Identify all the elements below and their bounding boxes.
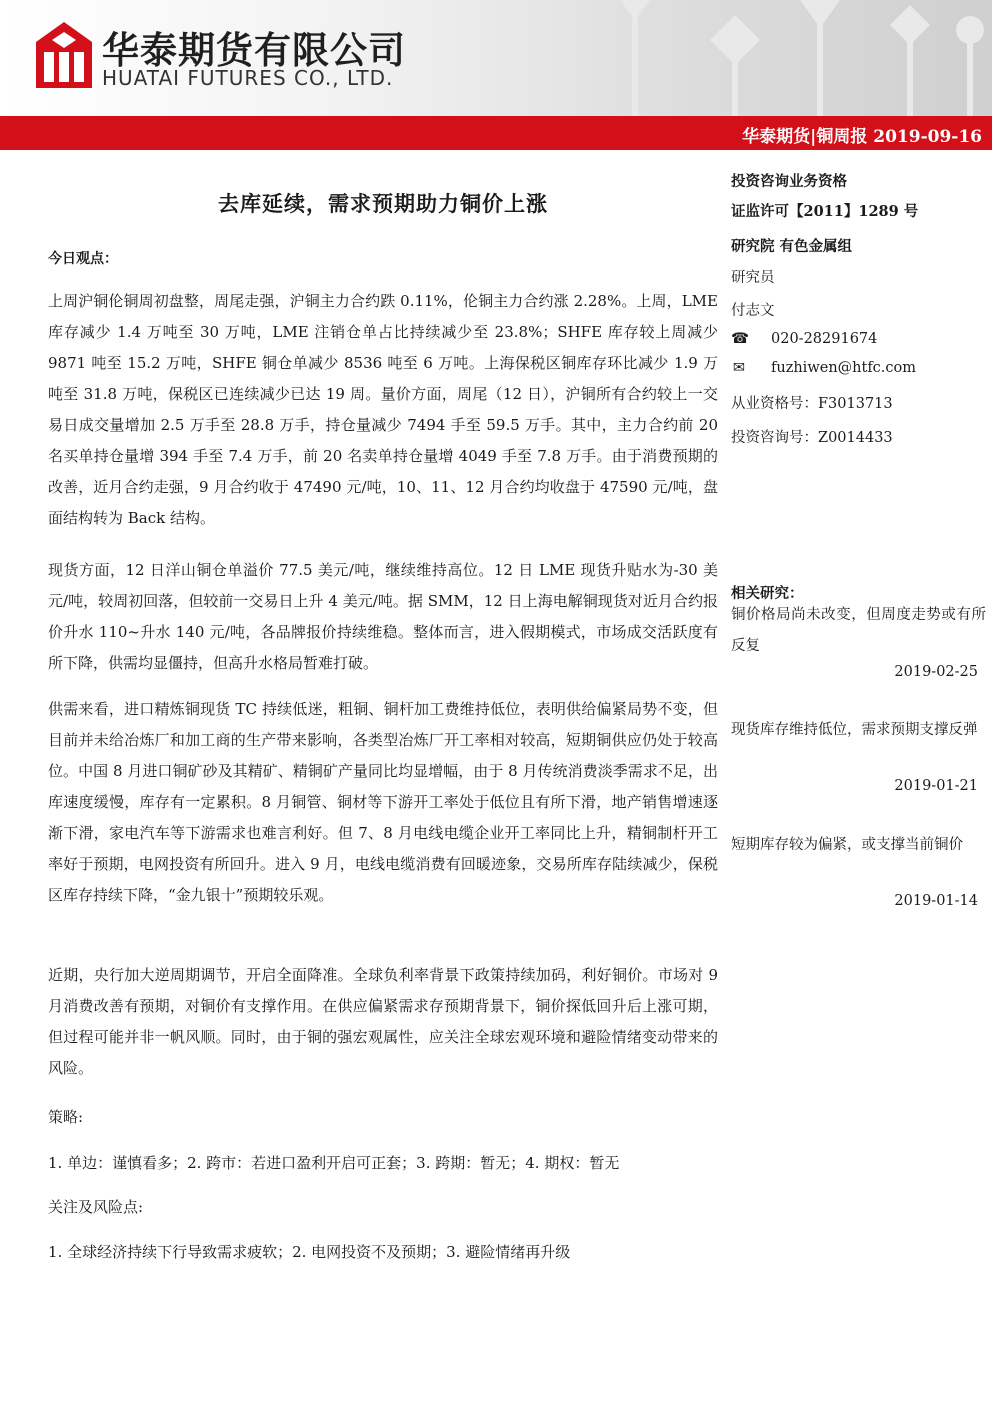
related-item-2-title[interactable]: 现货库存维持低位，需求预期支撑反弹	[731, 722, 978, 738]
strategy-label: 策略:	[48, 1108, 84, 1126]
related-item-2-date: 2019-01-21	[894, 778, 978, 794]
related-item-3-title[interactable]: 短期库存较为偏紧，或支撑当前铜价	[731, 837, 963, 853]
paragraph-1: 上周沪铜伦铜周初盘整，周尾走强，沪铜主力合约跌 0.11%，伦铜主力合约涨 2.28%。上周，LME 库存减少 1.4 万吨至 30 万吨，LME 注销仓单占比持续减少至 23.8%；SHFE 库存较上周减少 9871 吨至 15.2 万吨，SHFE 铜仓单减少 8536 吨至 6 万吨。上海保税区铜库存环比减少 1.9 万吨至 31.8 万吨，保税区已连续减少已达 19 周。量价方面，周尾（12 日），沪铜所有合约较上一交易日成交量增加 2.5 万手至 28.8 万手，持仓量减少 7494 手至 59.5 万手。其中，主力合约前 20 名买单持仓量增 394 手至 7.4 万手，前 20 名卖单持仓量增 4049 手至 7.8 万手。由于消费预期的改善，近月合约走强，9 月合约收于 47490 元/吨，10、11、12 月合约均收盘于 47590 元/吨，盘面结构转为 Back 结构。	[48, 292, 718, 527]
related-item-3-date: 2019-01-14	[894, 893, 978, 909]
report-bar	[0, 116, 992, 150]
report-line: 华泰期货|铜周报 2019-09-16	[742, 127, 982, 147]
consulting-number: 投资咨询号：Z0014433	[731, 430, 893, 446]
department: 研究院 有色金属组	[731, 238, 853, 255]
company-logo-icon	[36, 22, 92, 88]
risk-label: 关注及风险点:	[48, 1198, 144, 1216]
paragraph-3: 供需来看，进口精炼铜现货 TC 持续低迷，粗铜、铜杆加工费维持低位，表明供给偏紧局势不变，但目前并未给冶炼厂和加工商的生产带来影响，各类型冶炼厂开工率相对较高，短期铜供应仍处于较高位。中国 8 月进口铜矿砂及其精矿、精铜矿产量同比均显增幅，由于 8 月传统消费淡季需求不足，出库速度缓慢，库存有一定累积。8 月铜管、铜材等下游开工率处于低位且有所下滑，地产销售增速逐渐下滑，家电汽车等下游需求也难言利好。但 7、8 月电线电缆企业开工率同比上升，精铜制杆开工率好于预期，电网投资有所回升。进入 9 月，电线电缆消费有回暖迹象，交易所库存陆续减少，保税区库存持续下降，“金九银十”预期较乐观。	[48, 700, 718, 904]
company-name-cn: 华泰期货有限公司	[102, 29, 406, 72]
header-band	[0, 0, 992, 116]
phone-number: 020-28291674	[771, 331, 878, 347]
paragraph-2: 现货方面，12 日洋山铜仓单溢价 77.5 美元/吨，继续维持高位。12 日 LME 现货升贴水为-30 美元/吨，较周初回落，但较前一交易日上升 4 美元/吨。据 SMM，12 日上海电解铜现货对近月合约报价升水 110~升水 140 元/吨，各品牌报价持续维稳。整体而言，进入假期模式，市场成交活跃度有所下降，供需均显僵持，但高升水格局暂难打破。	[48, 561, 718, 672]
email-address[interactable]: fuzhiwen@htfc.com	[771, 360, 917, 376]
qualification-number: 从业资格号：F3013713	[731, 396, 893, 412]
envelope-icon: ✉	[732, 360, 746, 376]
phone-row	[731, 331, 877, 347]
analyst-role: 研究员	[731, 270, 775, 286]
analyst-name: 付志文	[731, 303, 775, 319]
section-label-today: 今日观点：	[48, 251, 118, 267]
related-item-1-date: 2019-02-25	[894, 664, 978, 680]
report-title: 去库延续，需求预期助力铜价上涨	[218, 191, 548, 216]
strategy-line: 1. 单边：谨慎看多；2. 跨市：若进口盈利开启可正套；3. 跨期：暂无；4. 期权：暂无	[48, 1154, 620, 1172]
license-title: 投资咨询业务资格	[731, 173, 847, 190]
paragraph-4: 近期，央行加大逆周期调节，开启全面降准。全球负利率背景下政策持续加码，利好铜价。市场对 9 月消费改善有预期，对铜价有支撑作用。在供应偏紧需求存预期背景下，铜价探低回升后上涨可期，但过程可能并非一帆风顺。同时，由于铜的强宏观属性，应关注全球宏观环境和避险情绪变动带来的风险。	[48, 966, 718, 1077]
phone-icon: ☎	[731, 331, 750, 347]
company-name-en: HUATAI FUTURES CO., LTD.	[102, 66, 394, 90]
email-row	[731, 360, 916, 376]
header-decoration	[560, 0, 992, 116]
risk-line: 1. 全球经济持续下行导致需求疲软；2. 电网投资不及预期；3. 避险情绪再升级	[48, 1243, 571, 1261]
related-research-label: 相关研究：	[731, 585, 804, 602]
related-item-1-title[interactable]: 铜价格局尚未改变，但周度走势或有所反复	[731, 607, 986, 654]
license-number: 证监许可【2011】1289 号	[731, 203, 919, 220]
